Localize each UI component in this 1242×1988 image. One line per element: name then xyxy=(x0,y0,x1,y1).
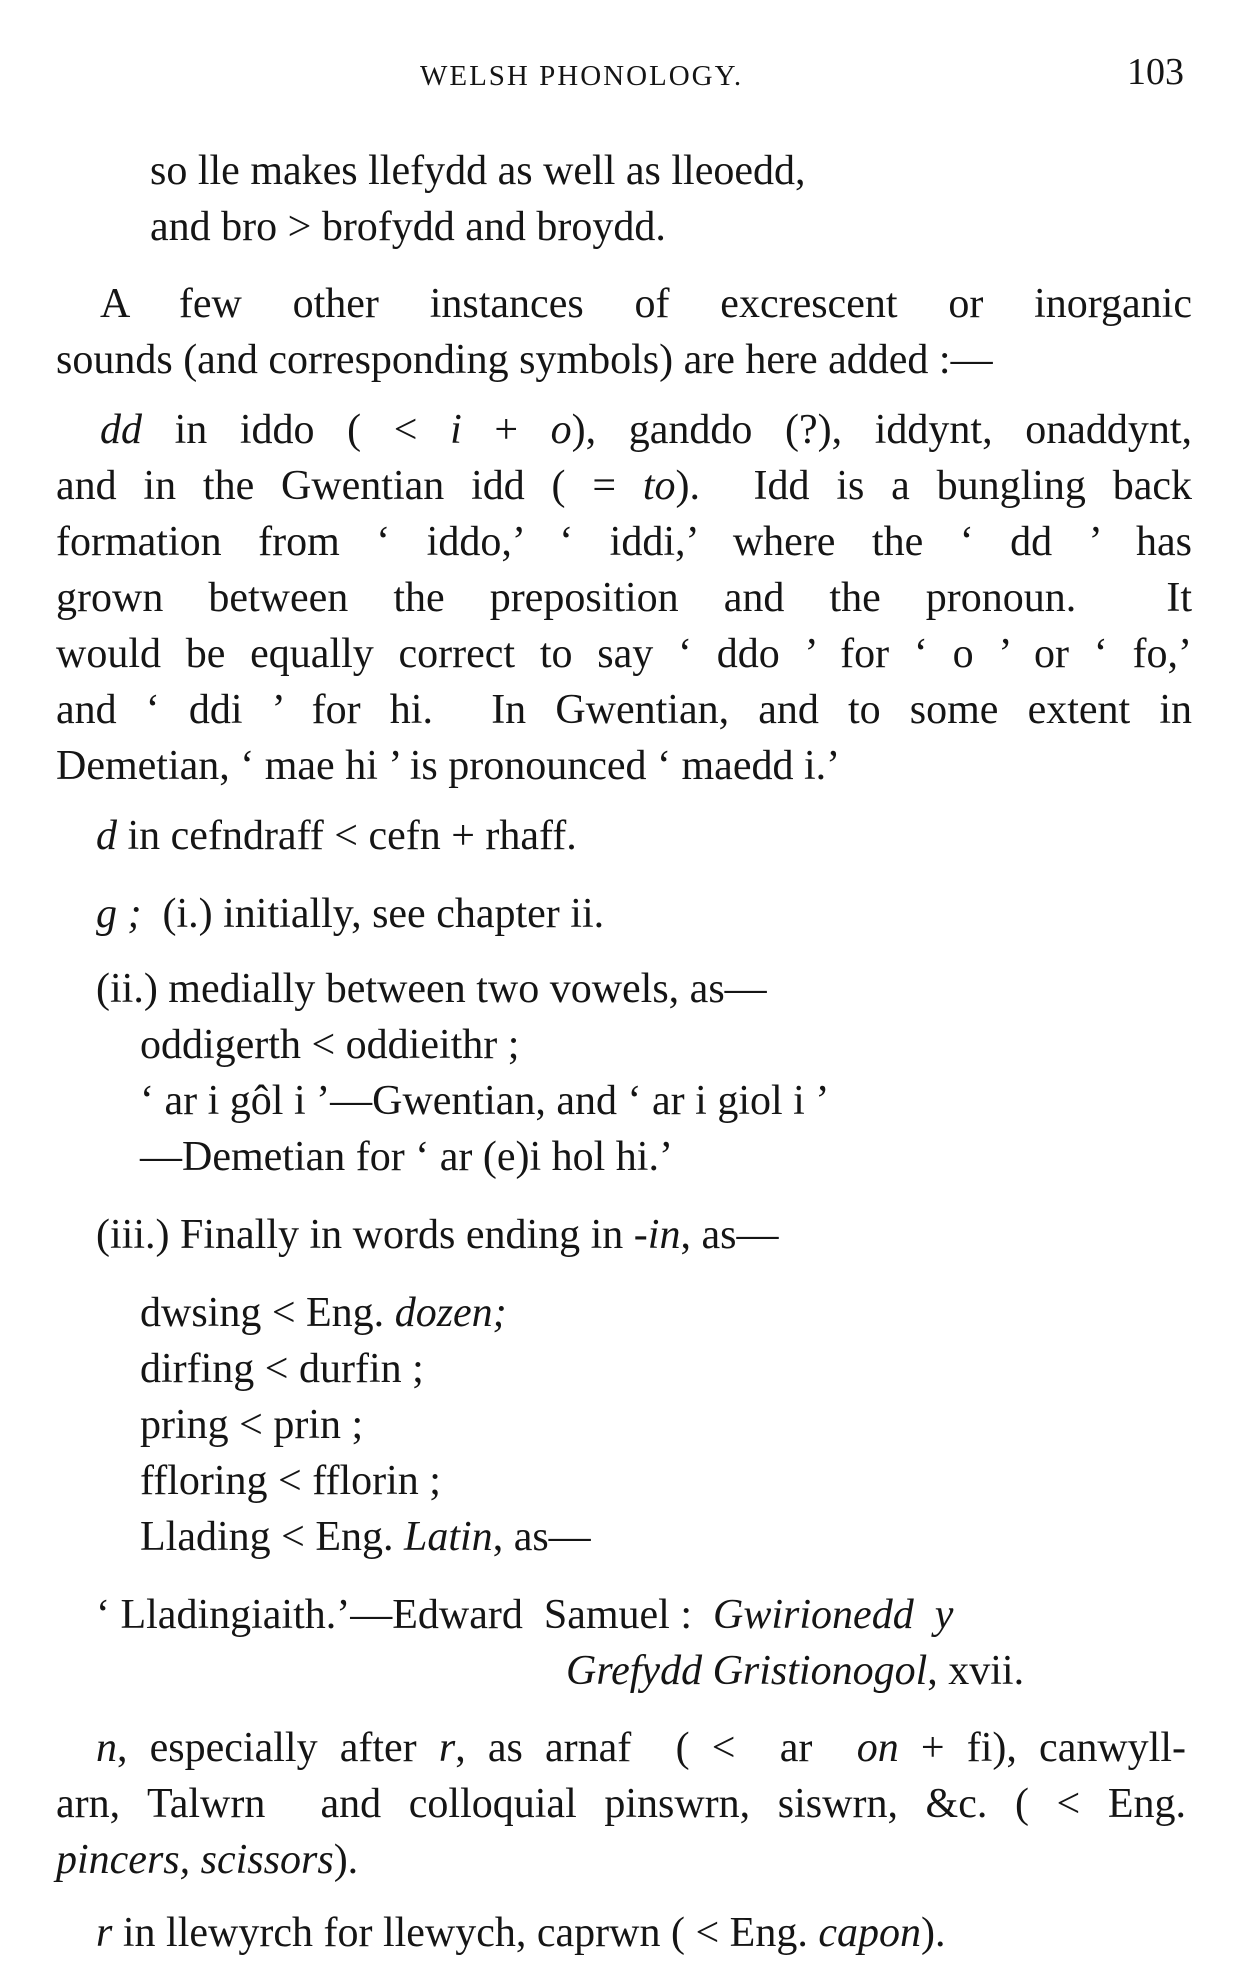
text-line: dirfing < durfin ; xyxy=(140,1346,424,1392)
text-line: dwsing < Eng. dozen; xyxy=(140,1290,507,1336)
text-line: oddigerth < oddieithr ; xyxy=(140,1022,520,1068)
text-line: Llading < Eng. Latin, as— xyxy=(140,1514,591,1560)
text-line: formation from ‘ iddo,’ ‘ iddi,’ where the ‘ dd ’ has xyxy=(56,519,1192,565)
text-line: ‘ ar i gôl i ’—Gwentian, and ‘ ar i giol i ’ xyxy=(140,1078,830,1124)
text-line: A few other instances of excrescent or inorganic xyxy=(100,281,1192,327)
text-line: g ; (i.) initially, see chapter ii. xyxy=(96,891,605,937)
r-term: r xyxy=(96,1910,113,1956)
text-line: r in llewyrch for llewych, caprwn ( < Eng. capon). xyxy=(96,1910,946,1956)
g-term: g ; xyxy=(96,891,142,937)
text-line: n, especially after r, as arnaf ( < ar on + fi), canwyll- xyxy=(96,1725,1186,1771)
d-term: d xyxy=(96,813,117,859)
text-line: pincers, scissors). xyxy=(56,1837,359,1883)
text-line: dd in iddo ( < i + o), ganddo (?), iddynt, onaddynt, xyxy=(100,407,1193,453)
text-line: d in cefndraff < cefn + rhaff. xyxy=(96,813,577,859)
text-line: so lle makes llefydd as well as lleoedd, xyxy=(150,148,806,194)
text-line: ffloring < fflorin ; xyxy=(140,1458,441,1504)
text-line: arn, Talwrn and colloquial pinswrn, siswrn, &c. ( < Eng. xyxy=(56,1781,1186,1827)
text-line: and bro > brofydd and broydd. xyxy=(150,204,666,250)
header-title: WELSH PHONOLOGY. xyxy=(420,60,744,92)
text-line: Demetian, ‘ mae hi ’ is pronounced ‘ maedd i.’ xyxy=(56,743,841,789)
quotation-line: ‘ Lladingiaith.’—Edward Samuel : Gwirionedd y xyxy=(96,1592,954,1638)
text-line: pring < prin ; xyxy=(140,1402,364,1448)
quotation-line: Grefydd Gristionogol, xvii. xyxy=(566,1648,1025,1694)
text-line: and ‘ ddi ’ for hi. In Gwentian, and to some extent in xyxy=(56,687,1192,733)
text-line: sounds (and corresponding symbols) are here added :— xyxy=(56,337,993,383)
text-line: (ii.) medially between two vowels, as— xyxy=(96,966,767,1012)
page-number: 103 xyxy=(1127,51,1184,93)
text-line: (iii.) Finally in words ending in -in, as— xyxy=(96,1212,779,1258)
n-term: n xyxy=(96,1725,117,1771)
text-line: would be equally correct to say ‘ ddo ’ for ‘ o ’ or ‘ fo,’ xyxy=(56,631,1192,677)
text-line: and in the Gwentian idd ( = to). Idd is a bungling back xyxy=(56,463,1193,509)
text-line: —Demetian for ‘ ar (e)i hol hi.’ xyxy=(140,1134,673,1180)
text-line: grown between the preposition and the pronoun. It xyxy=(56,575,1192,621)
dd-term: dd xyxy=(100,407,142,453)
